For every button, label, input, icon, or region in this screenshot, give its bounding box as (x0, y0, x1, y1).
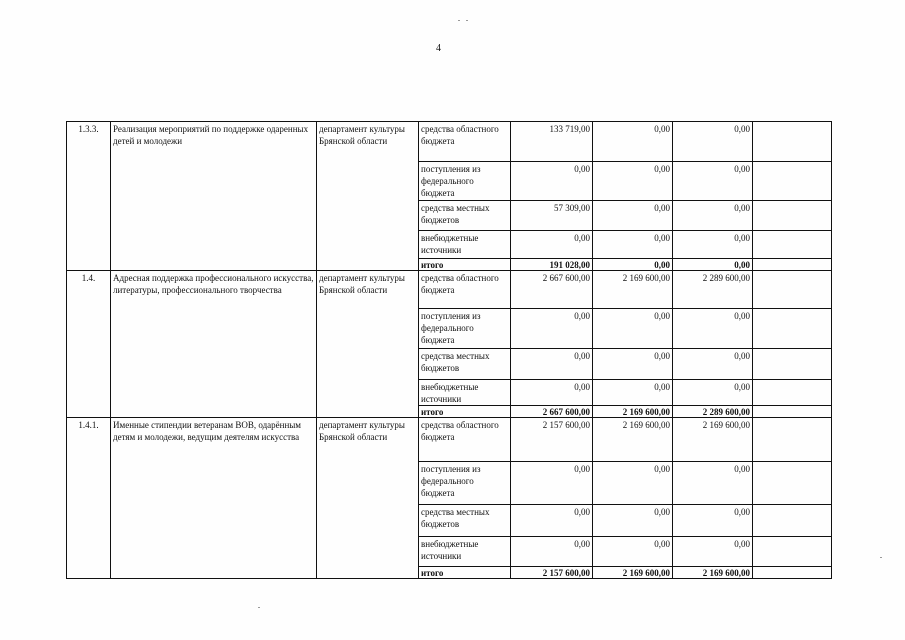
funding-source: средства местных бюджетов (419, 505, 511, 537)
scan-speck (880, 557, 882, 558)
table-row (67, 271, 832, 309)
funding-source: итого (419, 567, 511, 579)
item-executor: департамент культуры Брянской области (317, 418, 419, 579)
value-cell: 0,00 (593, 201, 673, 231)
empty-cell (753, 567, 832, 579)
value-cell: 0,00 (593, 462, 673, 505)
item-name: Именные стипендии ветеранам ВОВ, одарённым детям и молодежи, ведущим деятелям искусства (111, 418, 317, 579)
value-cell: 0,00 (673, 380, 753, 406)
value-cell: 2 157 600,00 (511, 418, 593, 462)
empty-cell (753, 122, 832, 162)
value-cell: 0,00 (593, 349, 673, 380)
value-cell: 0,00 (511, 349, 593, 380)
funding-source: итого (419, 259, 511, 271)
value-cell: 0,00 (673, 162, 753, 201)
total-value: 2 169 600,00 (593, 406, 673, 418)
funding-source: поступления из федерального бюджета (419, 309, 511, 349)
total-value: 2 289 600,00 (673, 406, 753, 418)
funding-source: средства областного бюджета (419, 122, 511, 162)
value-cell: 0,00 (593, 380, 673, 406)
value-cell: 2 169 600,00 (673, 418, 753, 462)
value-cell: 0,00 (673, 122, 753, 162)
scan-speck (258, 607, 260, 608)
empty-cell (753, 231, 832, 259)
empty-cell (753, 309, 832, 349)
empty-cell (753, 505, 832, 537)
funding-source: внебюджетные источники (419, 537, 511, 567)
empty-cell (753, 406, 832, 418)
total-value: 0,00 (673, 259, 753, 271)
empty-cell (753, 259, 832, 271)
value-cell: 0,00 (511, 380, 593, 406)
funding-source: средства областного бюджета (419, 271, 511, 309)
budget-table (66, 121, 832, 579)
funding-source: итого (419, 406, 511, 418)
value-cell: 0,00 (673, 201, 753, 231)
value-cell: 0,00 (511, 505, 593, 537)
value-cell: 0,00 (593, 162, 673, 201)
value-cell: 0,00 (593, 505, 673, 537)
value-cell: 0,00 (511, 309, 593, 349)
total-value: 2 169 600,00 (673, 567, 753, 579)
page-number: 4 (436, 43, 441, 54)
value-cell: 2 169 600,00 (593, 418, 673, 462)
empty-cell (753, 271, 832, 309)
empty-cell (753, 537, 832, 567)
funding-source: средства областного бюджета (419, 418, 511, 462)
value-cell: 0,00 (593, 122, 673, 162)
value-cell: 0,00 (673, 349, 753, 380)
value-cell: 0,00 (593, 309, 673, 349)
funding-source: поступления из федерального бюджета (419, 462, 511, 505)
value-cell: 0,00 (673, 462, 753, 505)
value-cell: 57 309,00 (511, 201, 593, 231)
item-executor: департамент культуры Брянской области (317, 122, 419, 271)
empty-cell (753, 380, 832, 406)
value-cell: 0,00 (593, 231, 673, 259)
value-cell: 0,00 (673, 537, 753, 567)
value-cell: 0,00 (593, 537, 673, 567)
value-cell: 0,00 (673, 309, 753, 349)
empty-cell (753, 201, 832, 231)
value-cell: 2 289 600,00 (673, 271, 753, 309)
empty-cell (753, 462, 832, 505)
value-cell: 0,00 (511, 462, 593, 505)
funding-source: средства местных бюджетов (419, 201, 511, 231)
scan-speck (466, 20, 468, 21)
empty-cell (753, 162, 832, 201)
item-code: 1.4. (67, 271, 111, 418)
item-code: 1.3.3. (67, 122, 111, 271)
value-cell: 0,00 (511, 537, 593, 567)
table-row (67, 122, 832, 162)
item-name: Адресная поддержка профессионального искусства, литературы, профессионального творчества (111, 271, 317, 418)
funding-source: внебюджетные источники (419, 380, 511, 406)
value-cell: 0,00 (511, 162, 593, 201)
item-executor: департамент культуры Брянской области (317, 271, 419, 418)
value-cell: 0,00 (673, 231, 753, 259)
value-cell: 133 719,00 (511, 122, 593, 162)
funding-source: поступления из федерального бюджета (419, 162, 511, 201)
value-cell: 2 667 600,00 (511, 271, 593, 309)
value-cell: 0,00 (673, 505, 753, 537)
empty-cell (753, 418, 832, 462)
total-value: 2 157 600,00 (511, 567, 593, 579)
funding-source: внебюджетные источники (419, 231, 511, 259)
total-value: 191 028,00 (511, 259, 593, 271)
scan-speck (458, 20, 460, 21)
value-cell: 2 169 600,00 (593, 271, 673, 309)
funding-source: средства местных бюджетов (419, 349, 511, 380)
item-name: Реализация мероприятий по поддержке одаренных детей и молодежи (111, 122, 317, 271)
total-value: 0,00 (593, 259, 673, 271)
table-row (67, 418, 832, 462)
empty-cell (753, 349, 832, 380)
item-code: 1.4.1. (67, 418, 111, 579)
total-value: 2 169 600,00 (593, 567, 673, 579)
value-cell: 0,00 (511, 231, 593, 259)
total-value: 2 667 600,00 (511, 406, 593, 418)
